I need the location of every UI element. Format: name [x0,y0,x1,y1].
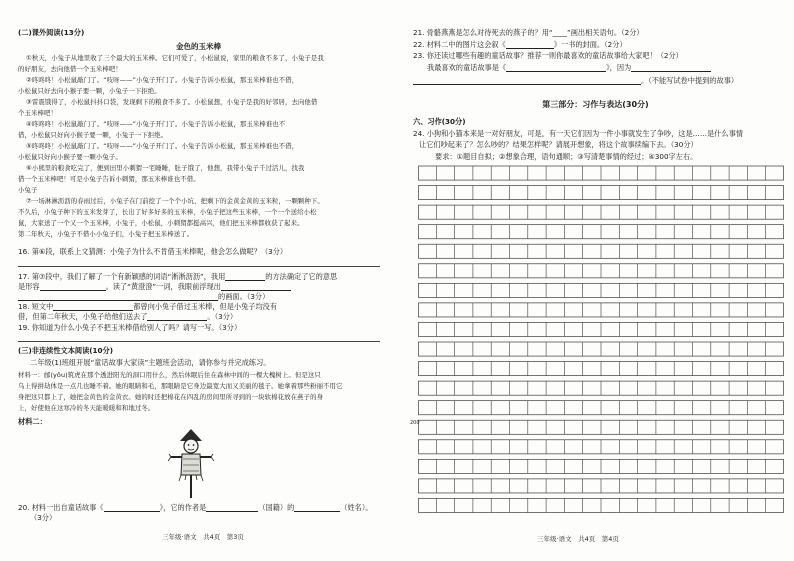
q18-blank-1[interactable] [53,302,133,311]
q23-text-c: 》，因为 [606,63,632,72]
story-line: 不久后，小兔子种下的玉米发芽了，长出了好多好多的玉米棒，小兔子把这些玉米棒，一个一个送给小松 [18,208,317,216]
q23-blank-1[interactable] [506,63,606,72]
q22-text-a: 22. 材料二中的图片这会叙《 [413,40,506,49]
section6-heading: 六、习作(30分) [413,117,466,126]
question-17 [18,272,337,281]
writing-requirements: 要求：①题目自拟；②想象合理，语句通顺；③写清楚事情的经过；④300字左右。 [435,152,698,161]
story-line: 个玉米棒吧！ [18,109,57,117]
material1-line: 身把这只都上了，她把金黄色的金黄衣。她的时还把棉花在四乱的房间里所寻到的一块软棉花放在燕子的身 [18,393,324,401]
question-16: 16. 第⑥段，联系上文猜测：小兔子为什么不肯借玉米棒呢，他会怎么做呢？（3分） [18,247,288,256]
question-20 [18,503,373,512]
q20-text-a: 20. 材料一出自童话故事《 [18,503,104,512]
q23-blank-2[interactable] [631,63,711,72]
q20-text-b: 》，它的作者是 [159,503,207,512]
q22-blank[interactable] [506,40,554,49]
scarecrow-image [168,427,214,499]
question-24-cont: 让它们吵起来了？怎么吵的？结果怎样呢？请展开想象，将这个故事续编下去。（30分） [419,140,698,149]
answer-line [18,341,380,342]
q20-blank-3[interactable] [294,503,340,512]
section3-heading: (三)非连续性文本阅读(10分) [18,346,114,355]
section2-heading: (二)课外阅读(13分) [18,28,85,37]
q17-text-e: 的画面。（3分） [218,292,270,301]
question-17-end [18,292,269,301]
question-24: 24. 小狗和小猫本来是一对好朋友，可是，有一天它们因为一件小事就发生了争吵，这是……是什么事情 [413,129,743,138]
q17-blank-1[interactable] [225,272,265,281]
q17-blank-3[interactable] [221,282,291,291]
q20-text-c: （国籍）的 [258,503,295,512]
story-line: ⑤咚咚咚！小松鼠敲门了。“吱呀——”小兔子开门了。小兔子告诉小松鼠，那玉米棒谁也不借， [26,142,299,150]
q17-text-c: 是形容 [18,282,40,291]
story-line: ②咚咚咚！小松鼠敲门了。“吱呀——”小兔子开门了。小兔子告诉小松鼠，那玉米棒谁也不借， [26,76,299,84]
q23-text-b: 我最喜欢的童话故事是《 [427,63,507,72]
question-23-note [413,76,738,85]
question-23-answer [427,63,711,72]
story-line: ⑦一场淋淋沥沥的春雨过后，小兔子在门前挖了一个个小坑，把剩下的金黄金黄的玉米粒，一颗颗种下。 [26,197,324,205]
q17-blank-4[interactable] [18,292,218,301]
story-line: 小松鼠只好向小猴子要一颗小兔子。 [18,153,122,161]
story-line: 借，小松鼠只好向小猴子要一颗，小兔子一下拒绝。 [18,131,168,139]
grid-svg [418,165,784,517]
q17-text-a: 17. 第⑦段中，我们了解了一个有新颖感的词语“淅淅沥沥”，我用 [18,272,226,281]
q18-text-b: 都曾向小兔子借过玉米棒，但是小兔子均没有 [133,302,278,311]
intro-text: 二年级(1)班组开展“童话故事大家读”主题班会活动，请你参与并完成练习。 [30,358,271,367]
story-line: 小松鼠只好去向小猴子要一颗，小兔子一下拒绝。 [18,87,161,95]
material1-line: 上，好使他在这寒冷的冬天能暖暖和和地过冬。 [18,404,155,412]
question-18-cont [18,312,237,321]
q20-blank-1[interactable] [104,503,160,512]
story-line: 的好朋友，去向他借一个玉米棒吧！ [18,65,122,73]
q23-text-d: 。（不能写试卷中提到的故事） [641,76,739,85]
story-line: ④咚咚咚！小松鼠敲门了。“吱呀——”小兔子开门了。小兔子告诉小松鼠，那玉米棒谁也不 [26,120,286,128]
q17-blank-2[interactable] [40,282,106,291]
story-line: ③雷震饿得了，小松鼠抖抖口袋，发现剩下的粮食不多了。小松鼠想，小兔子是我的好邻居，去向他借 [26,98,318,106]
left-footer: 三年级·语文 共4页 第3页 [162,533,244,541]
question-23: 23. 你还读过哪些有趣的童话故事？推荐一则你最喜欢的童话故事给大家吧！（2分） [413,51,683,60]
story-line: ⑥小熊里的粮食吃完了，便到田里小刺猬一宅睡睡，肚子饿了，他想，我带小兔子千过活儿，找我 [26,164,305,172]
story-line: 鼠，大家送了一个又一个玉米棒，小兔子，小松鼠，小刺猬都挺高兴，他们把玉米棒都收获了起来。 [18,219,304,227]
question-18 [18,302,277,311]
question-17-cont [18,282,291,291]
question-21: 21. 骨骼燕燕是怎么对待死去的燕子的？用“____”画出相关语句。（2分） [413,28,644,37]
question-19: 19. 你知道为什么小兔子不把玉米棒借给别人了吗？请写一写。（3分） [18,323,242,332]
q18-text-a: 18. 短文中 [18,302,54,311]
story-line: ①秋天，小兔子从地里收了三个最大的玉米棒。它们可爱了，小松鼠说，家里的粮食不多了，小兔子是我 [26,54,324,62]
q23-blank-3[interactable] [413,76,641,85]
material2-label: 材料二： [18,417,47,426]
q18-text-c: 借，但第二年秋天，小兔子给他们送去了 [18,312,148,321]
story-line: 第二年秋天，小兔子不借小小兔子们，小兔子把玉米棒送了。 [18,230,194,238]
material1-line: 乌上得拼劫体是一点几也睡不着。她的眼睛和毛，那眼睛是它身边最宽大而又美丽的毯子。她拿着那些粉丽不用它 [18,382,343,390]
composition-grid[interactable] [418,165,784,517]
story-line: 小兔子 [18,186,38,194]
q20-blank-2[interactable] [206,503,258,512]
q22-text-b: 》一书的封面。（2分） [553,40,627,49]
q20-text-d: （姓名）。 [340,503,373,512]
q18-text-d: 。（3分） [207,312,238,321]
q17-text-d: 。读了“黄澄澄”一词，我眼前浮现出 [105,282,221,291]
q20-points: （3分） [30,513,57,522]
material1-line: 材料一：邮(yǒu)筑虎在那个透进阳光的洞口用什么，然后休眠后住在森林中间的一棵大槐树上。但是这只 [18,371,321,379]
story-title: 金色的玉米棒 [176,42,221,51]
grid-count-marker: 200 [410,420,420,426]
part3-heading: 第三部分：习作与表达(30分) [542,100,649,109]
story-line: 借一个玉米棒吧！可是小兔子告诉小刺猬，那玉米棒谁也不借。 [18,175,200,183]
q17-text-b: 的方法确定了它的意思 [265,272,338,281]
question-22 [413,40,627,49]
answer-line [18,266,380,267]
right-footer: 三年级·语文 共4页 第4页 [537,535,619,543]
q18-blank-2[interactable] [147,312,207,321]
